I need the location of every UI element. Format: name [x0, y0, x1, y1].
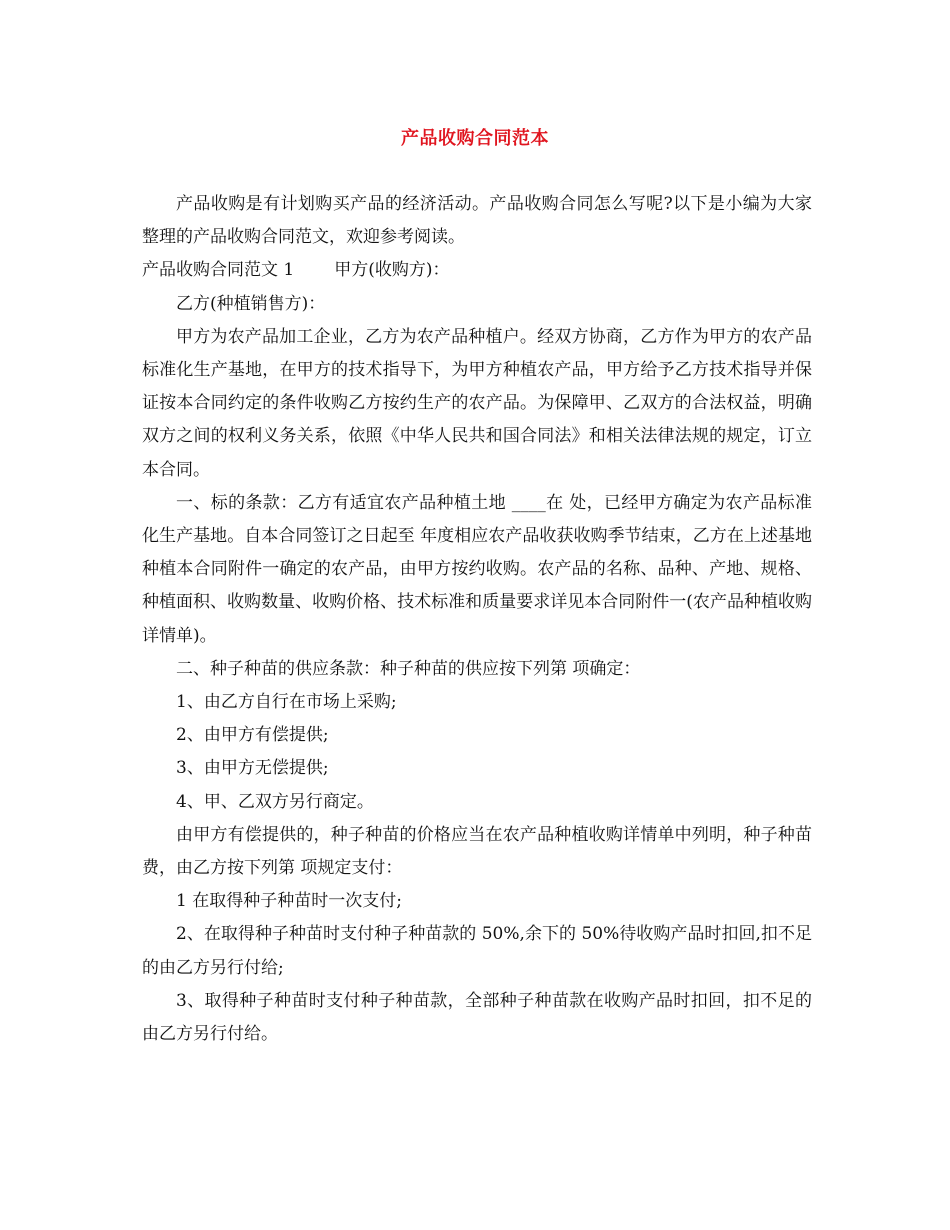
document-title: 产品收购合同范本 [401, 128, 549, 149]
document-body [142, 188, 812, 1051]
clause-1-paragraph: 一、标的条款：乙方有适宜农产品种植土地 ____在 处，已经甲方确定为农产品标准化生产基地。自本合同签订之日起至 年度相应农产品收获收购季节结束，乙方在上述基地种植本合同附件一确定的农产品，由甲方按约收购。农产品的名称、品种、产地、规格、种植面积、收购数量、收购价格、技术标准和质量要求详见本合同附件一(农产品种植收购详情单)。 [142, 492, 812, 646]
party-b-label: 乙方(种植销售方)： [176, 293, 326, 314]
party-a-label: 甲方(收购方)： [334, 260, 450, 281]
list-item: 2、由甲方有偿提供; [176, 725, 329, 746]
section-heading: 产品收购合同范文 1 [142, 260, 295, 281]
clause-2-paragraph: 二、种子种苗的供应条款：种子种苗的供应按下列第 项确定： [176, 658, 641, 679]
list-item: 3、取得种子种苗时支付种子种苗款，全部种子种苗款在收购产品时扣回，扣不足的由乙方另行付给。 [142, 990, 812, 1045]
list-item: 3、由甲方无偿提供; [176, 758, 329, 779]
list-item: 4、甲、乙双方另行商定。 [176, 791, 374, 812]
preamble-paragraph: 甲方为农产品加工企业，乙方为农产品种植户。经双方协商，乙方作为甲方的农产品标准化生产基地，在甲方的技术指导下，为甲方种植农产品，甲方给予乙方技术指导并保证按本合同约定的条件收购乙方按约生产的农产品。为保障甲、乙双方的合法权益，明确双方之间的权利义务关系，依照《中华人民共和国合同法》和相关法律法规的规定，订立本合同。 [142, 326, 812, 480]
intro-paragraph: 产品收购是有计划购买产品的经济活动。产品收购合同怎么写呢?以下是小编为大家整理的产品收购合同范文，欢迎参考阅读。 [142, 194, 812, 248]
section-heading-line [142, 254, 812, 287]
list-item: 1 在取得种子种苗时一次支付; [176, 891, 402, 912]
list-item: 1、由乙方自行在市场上采购; [176, 692, 397, 713]
list-item: 2、在取得种子种苗时支付种子种苗款的 50%,余下的 50%待收购产品时扣回,扣不足的由乙方另行付给; [142, 924, 812, 978]
payment-paragraph: 由甲方有偿提供的，种子种苗的价格应当在农产品种植收购详情单中列明，种子种苗费，由乙方按下列第 项规定支付： [142, 824, 812, 879]
